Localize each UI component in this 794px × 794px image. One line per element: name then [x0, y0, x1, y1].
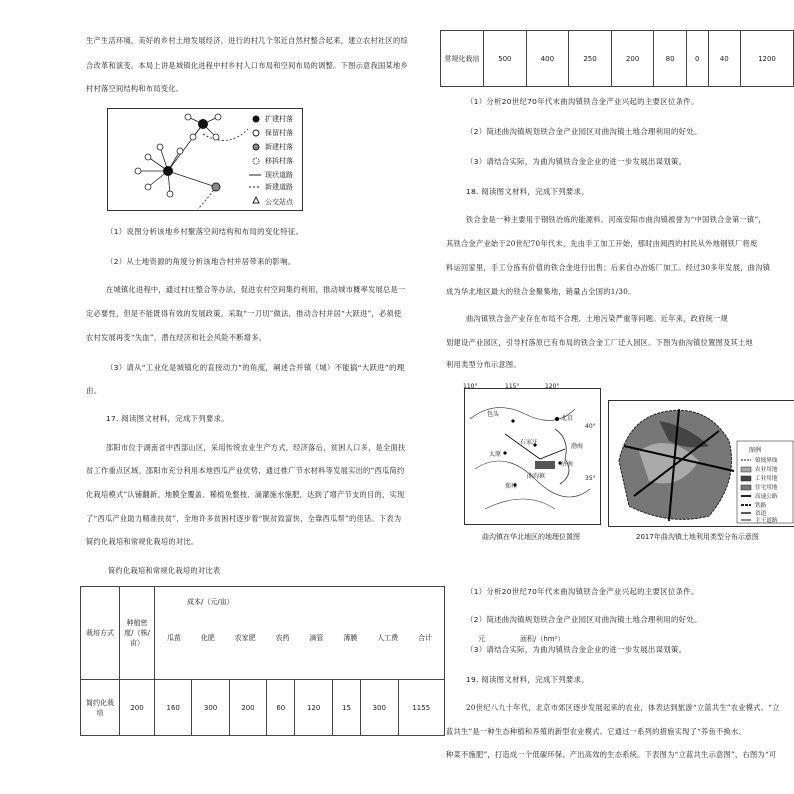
map-label-bohai: 渤海: [571, 443, 584, 450]
legend-new-road: 新建道路: [265, 183, 293, 191]
legend-expand-village: 扩建村落: [265, 115, 293, 123]
col-header-cost: [155, 587, 445, 680]
sub-header-pesticide: 农药: [275, 634, 290, 642]
sub-header-manure: 农家肥: [234, 634, 256, 642]
col-header-mode: 栽培方式: [81, 587, 120, 680]
r-question-3: （3）请结合实际，为曲沟镇铁合金企业的进一步发展出谋划策。: [466, 157, 687, 166]
cell-r-drip: 0: [686, 31, 708, 87]
legend-agri: 农业用地: [755, 467, 778, 473]
cell-fertilizer: 300: [192, 680, 229, 736]
section-19-heading: 19. 阅读图文材料，完成下列要求。: [466, 675, 589, 684]
cell-r-labor: 1200: [740, 31, 793, 87]
section-17-heading: 17. 阅读图文材料，完成下列要求。: [106, 414, 229, 423]
r-para-line-2: 其铁合金产业始于20世纪70年代末，先由手工加工开始，那时由阅西的村民从外地钢铁厂将废: [446, 239, 758, 248]
cell-r-film: 40: [708, 31, 740, 87]
sub-header-film: 薄膜: [343, 634, 358, 642]
para3-line-5: 简约化栽培和常规化栽培的对比。: [86, 537, 199, 546]
cost-comparison-table: [80, 586, 445, 736]
map-lat-40: 40°: [585, 423, 596, 430]
map-lon-110: 110°: [463, 383, 478, 390]
r-para-line-4: 成为华北地区最大的铁合金聚集地，销量占全国的1/30。: [446, 287, 636, 296]
table-title: 简约化栽培和常规化栽培的对比表: [108, 566, 221, 575]
cell-density: 200: [120, 680, 155, 736]
legend-provincial-road: 省道: [755, 511, 767, 517]
r2-question-3: （3）请结合实际，为曲沟镇铁合金企业的进一步发展出谋划策。: [466, 645, 687, 654]
legend-main-road: 主干道路: [755, 518, 778, 524]
r2-question-2: （2）简述曲沟镇规划铁合金产业园区对曲沟镇土地合理利用的好处。: [466, 615, 702, 624]
para3-line-4: 了“西瓜产业助力精准扶贫”，全地许多贫困村逐步着“脱贫致富快，全靠西瓜帮”的佳话。下表为: [86, 514, 402, 523]
legend-relocate-village: 移拆村落: [265, 157, 293, 165]
legend-boundary: 镇域界线: [755, 458, 778, 464]
row-mode-simple: 简约化栽培: [81, 680, 120, 736]
r-para4-line-2: 蓝共生”是一种生态种植和养殖的新型农业模式。它通过一系列的措施实现了“养鱼不换水、: [446, 727, 746, 736]
map-lon-120: 120°: [545, 383, 560, 390]
map-label-taiyuan: 太原: [489, 451, 502, 458]
r-para4-line-1: 20世纪八九十年代，北京市郊区逐步发展起来的农业，体表达到旅游“立蓝共生”农业模式。“立: [466, 703, 780, 712]
cell-r-pesticide: 80: [654, 31, 686, 87]
question-1: （1）说图分析该地乡村聚落空间结构和布局的变化特征。: [106, 227, 304, 236]
sub-header-total: 合计: [418, 634, 433, 642]
para2-line-3: 农村发展再变“失血”，潜在经济和社会风险不断增多。: [86, 333, 267, 342]
legend-bus-stop: 公交站点: [265, 198, 293, 206]
r-para-line-5: 曲沟镇铁合金产业存在布局不合理、土地污染严重等问题。近年来，政府统一规: [466, 314, 729, 323]
cell-film: 15: [332, 680, 360, 736]
cost-header-label: 成本/（元/亩）: [187, 598, 234, 606]
cell-drip: 120: [295, 680, 332, 736]
sub-header-drip: 滴管: [309, 634, 324, 642]
question-2: （2）从土地资源的角度分析该地合村并居带来的影响。: [106, 257, 296, 266]
map2-caption: 2017年曲沟镇土地利用类型分布示意图: [636, 533, 759, 541]
r-question-2: （2）简述曲沟镇规划铁合金产业园区对曲沟镇土地合理利用的好处。: [466, 127, 702, 136]
para2-line-1: 在城镇化进程中，通过村庄整合等办法，促进农村空间集约利用，推动城市概率发展总是一: [106, 285, 406, 294]
r-para-line-1: 铁合金是一种主要用于钢铁冶炼的能源料。河南安阳市曲沟镇被誉为“中国铁合金第一镇”，: [466, 215, 766, 224]
village-layout-figure: [107, 108, 303, 211]
map-label-shijiazhuang: 石家庄: [520, 439, 539, 446]
sub-header-seedling: 瓜苗: [166, 634, 181, 642]
cell-total: 1155: [398, 680, 445, 736]
r2-question-1: （1）分析20世纪70年代末曲沟镇铁合金产业兴起的主要区位条件。: [466, 587, 699, 596]
r-para-line-6: 划建设产业园区，引导村落原已有布局的铁合金工厂迁入园区。下图为曲沟镇位置图及其土地: [446, 338, 753, 347]
cell-pesticide: 60: [267, 680, 295, 736]
map-label-zhengzhou: 郑州: [505, 483, 518, 490]
question-3: （3）请从“工业化是城镇化的直接动力”的角度，阐述合并镇（城）不能搞“大跃进”的理: [106, 363, 405, 372]
table-header-yuan: 元: [478, 635, 485, 643]
para3-line-1: 邵阳市位于湖南省中西部山区，采用传统农业生产方式，经济落后，贫困人口多，是全面扶: [106, 443, 406, 452]
intro-line-1: 生产生活环境，美好的乡村土地发展经济，进行的村几个邻近自然村整合起来，建立农村社区的综: [86, 36, 408, 45]
legend-new-village: 新建村落: [265, 143, 293, 151]
sub-header-fertilizer: 化肥: [200, 634, 215, 642]
legend-residential: 住宅用地: [755, 485, 778, 491]
r-para-line-7: 利用类型分布示意图。: [446, 360, 521, 369]
para3-line-3: 化栽培模式”认铺翻新、地膜全覆盖、稀植免整枝、滴灌施水施肥，达到了增产节支的目的，实现: [86, 490, 405, 499]
cost-table-continued: [440, 30, 794, 87]
cell-r-seedling: 400: [526, 31, 569, 87]
para2-line-2: 定必要性，但是不能既得有效的发展政策，采取“一刀切”做法，推动合村并居“大跃进”，必须使: [86, 309, 402, 318]
map-label-jinan: 济南: [561, 461, 574, 468]
section-18-heading: 18. 阅读图文材料，完成下列要求。: [466, 187, 589, 196]
cell-r-fertilizer: 250: [569, 31, 612, 87]
legend-highway: 高速公路: [755, 494, 778, 500]
legend-railway: 铁路: [755, 503, 767, 509]
intro-line-3: 村村落空间结构和布局变化。: [86, 84, 184, 93]
r-para-line-3: 料运回家里，手工分拣有价值的铁合金进行出售；后来自办冶炼厂加工。经过30多年发展，曲沟镇: [446, 263, 771, 272]
cell-seedling: 160: [155, 680, 192, 736]
map-label-baotou: 包头: [487, 411, 500, 418]
sub-header-labor: 人工费: [377, 634, 399, 642]
landuse-legend-title: 图例: [749, 447, 762, 454]
r-para4-line-3: 种菜不施肥”，打造成一个低碳环保、产出高效的生态系统。下表图为“立蓝共生示意图”，右图为“可: [446, 750, 777, 759]
intro-line-2: 合改革和演变。本局上讲是城镇化进程中村乡村人口布局和空间布局的调整。下图示意我国某地乡: [86, 61, 408, 70]
legend-keep-village: 保留村落: [265, 129, 293, 137]
location-map-drawing: [465, 389, 600, 524]
table-row: [441, 31, 794, 87]
table-header-area: 面积/（hm²）: [520, 635, 565, 643]
location-map: [463, 383, 601, 525]
r-question-1: （1）分析20世纪70年代末曲沟镇铁合金产业兴起的主要区位条件。: [466, 97, 699, 106]
legend-existing-road: 现状道路: [265, 171, 293, 179]
map1-caption: 曲沟镇在华北地区的地理位置图: [482, 533, 580, 541]
cell-r-density: 500: [484, 31, 527, 87]
cell-r-manure: 200: [611, 31, 654, 87]
cell-manure: 200: [229, 680, 266, 736]
col-header-density: 种植密度/（株/亩）: [120, 587, 155, 680]
cost-subheaders: [157, 633, 442, 643]
para3-line-2: 贫工作重点区域。邵阳市充分利用本地西瓜产业优势，通过推广节水材料等发展实出的“西瓜简约: [86, 466, 405, 475]
table-row: [81, 680, 445, 736]
row-mode-regular: 常规化栽培: [441, 31, 484, 87]
map-lat-35: 35°: [585, 475, 596, 482]
cell-labor: 300: [361, 680, 398, 736]
map-lon-115: 115°: [505, 383, 520, 390]
legend-industrial: 工业用地: [755, 476, 778, 482]
landuse-map: [608, 400, 794, 527]
map-label-beijing: 北京: [561, 415, 574, 422]
question-3-cont: 由。: [86, 386, 102, 395]
map-label-qugou: 曲沟镇: [527, 473, 546, 480]
